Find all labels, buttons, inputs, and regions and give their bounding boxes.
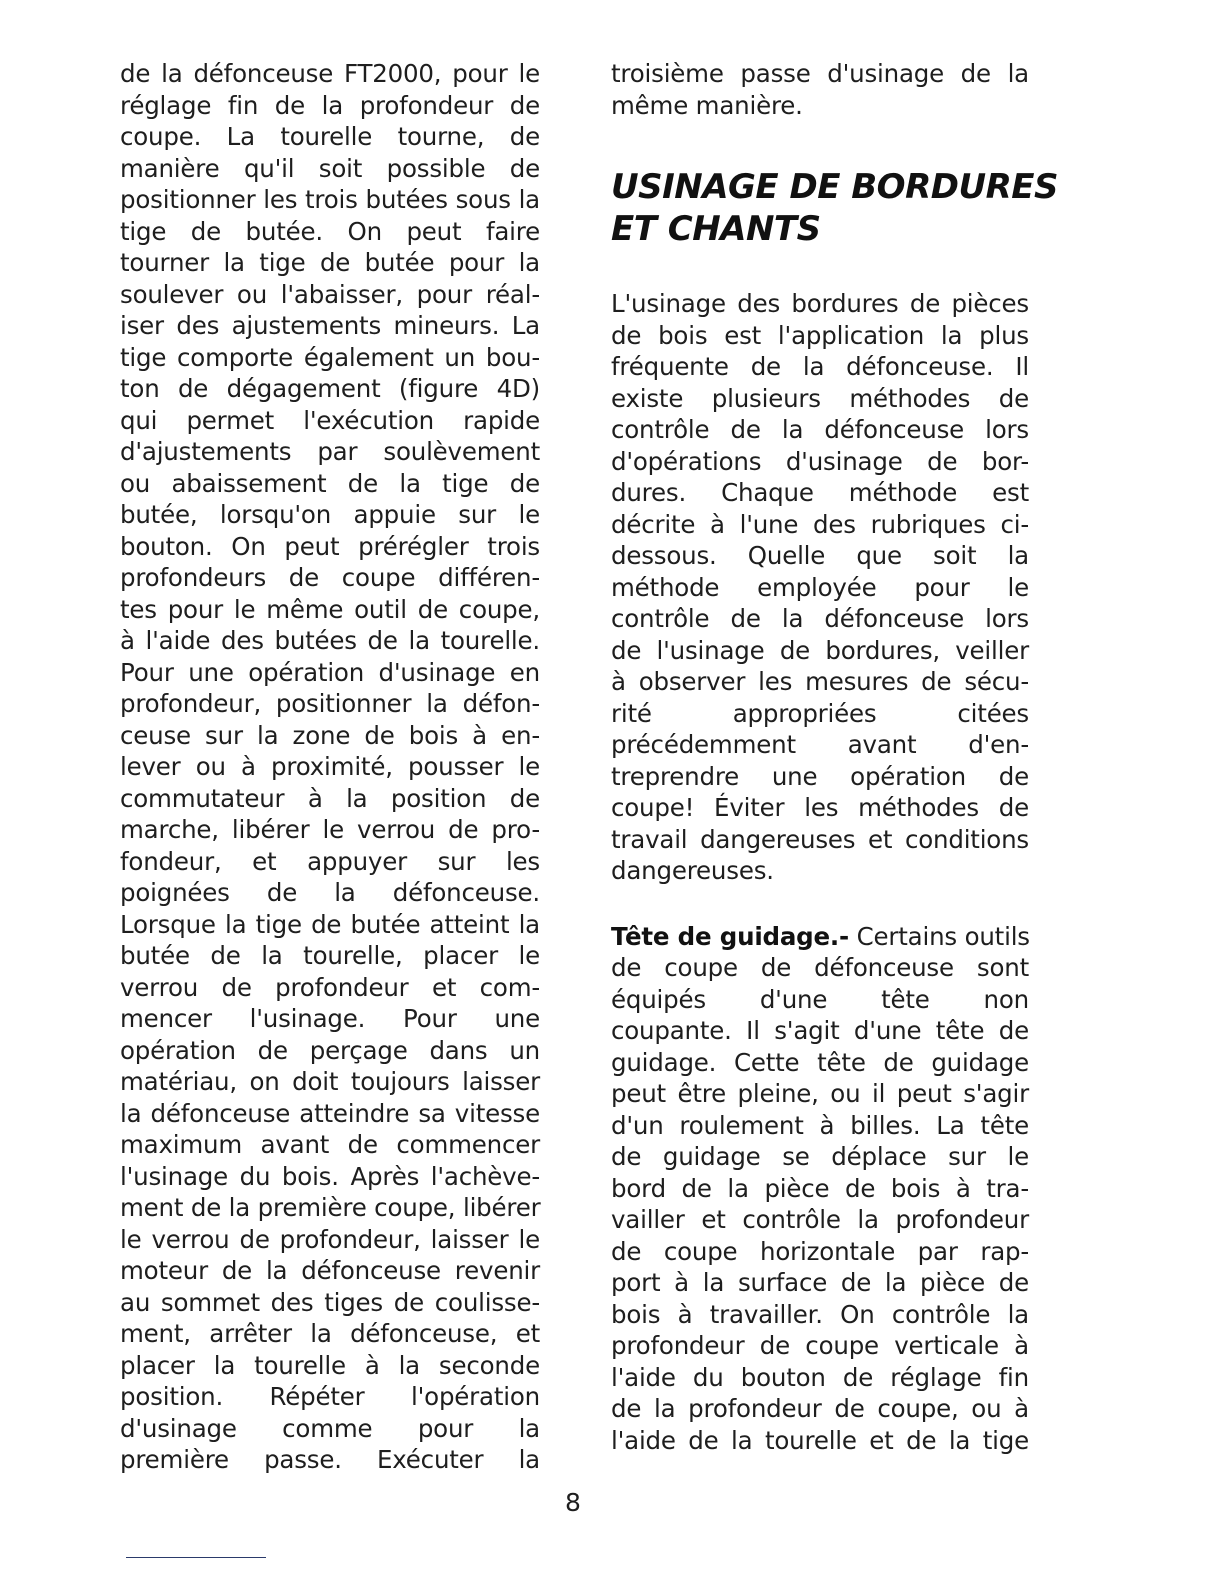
edge-routing-paragraph [611,288,1029,887]
text-line: positionner les trois butées sous la [120,185,540,214]
text-line: mencer l'usinage. Pour une [120,1004,540,1033]
text-line: vailler et contrôle la profondeur [611,1205,1029,1234]
text-line: coupe. La tourelle tourne, de [120,122,540,151]
text-line: dessous. Quelle que soit la [611,541,1029,570]
text-line: à observer les mesures de sécu- [611,667,1029,696]
text-line: maximum avant de commencer [120,1130,540,1159]
text-line: fréquente de la défonceuse. Il [611,352,1029,381]
text-line: existe plusieurs méthodes de [611,383,1029,413]
text-line: soulever ou l'abaisser, pour réal- [120,279,540,309]
guide-head-paragraph [611,921,1029,1457]
right-text-column [611,58,1058,1456]
text-line: matériau, on doit toujours laisser [120,1067,540,1096]
text-line: le verrou de profondeur, laisser le [120,1224,540,1254]
text-line: d'un roulement à billes. La tête [611,1110,1029,1140]
text-line: d'ajustements par soulèvement [120,437,540,466]
text-line: au sommet des tiges de coulisse- [120,1287,540,1317]
text-line: première passe. Exécuter la [120,1445,540,1474]
paragraph-gap [611,887,1029,921]
text-line: de bois est l'application la plus [611,320,1029,350]
text-line: précédemment avant d'en- [611,730,1029,759]
text-line: coupante. Il s'agit d'une tête de [611,1016,1029,1045]
text-line: coupe! Éviter les méthodes de [611,793,1029,822]
text-line: manière qu'il soit possible de [120,153,540,183]
text-line: ceuse sur la zone de bois à en- [120,720,540,750]
text-line: décrite à l'une des rubriques ci- [611,509,1029,539]
text-line: poignées de la défonceuse. [120,878,540,907]
text-line: butée de la tourelle, placer le [120,941,540,970]
section-heading-line-1: USINAGE DE BORDURES [611,167,1058,207]
text-line: contrôle de la défonceuse lors [611,415,1029,444]
text-line: dures. Chaque méthode est [611,478,1029,507]
text-line: iser des ajustements mineurs. La [120,311,540,340]
text-line: l'aide du bouton de réglage fin [611,1362,1029,1392]
guide-head-lead-term: Tête de guidage.- [611,921,850,951]
page-number: 8 [565,1488,581,1517]
text-line: Pour une opération d'usinage en [120,657,540,687]
text-line: équipés d'une tête non [611,984,1029,1014]
text-line: travail dangereuses et conditions [611,824,1029,854]
guide-head-first-line-rest: Certains outils [849,921,1030,951]
text-line: dangereuses. [611,856,774,885]
text-line: tige comporte également un bou- [120,342,540,372]
text-line: réglage fin de la profondeur de [120,90,540,120]
text-line: profondeur de coupe verticale à [611,1331,1029,1360]
text-line: d'usinage comme pour la [120,1413,540,1443]
text-line: l'aide de la tourelle et de la tige [611,1425,1029,1455]
text-line [611,921,1029,953]
continuation-paragraph [611,58,1029,121]
text-line: qui permet l'exécution rapide [120,405,540,435]
text-line: commutateur à la position de [120,783,540,813]
text-line: contrôle de la défonceuse lors [611,604,1029,633]
text-line: l'usinage du bois. Après l'achève- [120,1161,540,1191]
section-heading-line-2: ET CHANTS [611,209,821,249]
text-line: L'usinage des bordures de pièces [611,289,1029,318]
text-line: de guidage se déplace sur le [611,1142,1029,1171]
text-line: placer la tourelle à la seconde [120,1350,540,1380]
text-line: la défonceuse atteindre sa vitesse [120,1098,540,1128]
text-line: à l'aide des butées de la tourelle. [120,626,540,655]
text-line: ment, arrêter la défonceuse, et [120,1319,540,1348]
text-line: d'opérations d'usinage de bor- [611,446,1029,476]
text-line: tige de butée. On peut faire [120,216,540,246]
text-line: ment de la première coupe, libérer [120,1193,541,1222]
text-line: profondeurs de coupe différen- [120,563,540,592]
left-text-column [120,58,540,1476]
text-line: bord de la pièce de bois à tra- [611,1173,1029,1203]
text-line: lever ou à proximité, pousser le [120,752,540,781]
text-line: butée, lorsqu'on appuie sur le [120,500,540,529]
text-line: bois à travailler. On contrôle la [611,1299,1029,1329]
text-line: Lorsque la tige de butée atteint la [120,909,540,939]
text-line: bouton. On peut prérégler trois [120,531,540,561]
text-line: troisième passe d'usinage de la [611,59,1029,88]
text-line: tes pour le même outil de coupe, [120,594,540,624]
text-line: de la profondeur de coupe, ou à [611,1394,1029,1423]
footnote-rule [126,1557,266,1558]
text-line: moteur de la défonceuse revenir [120,1256,540,1285]
text-line: port à la surface de la pièce de [611,1268,1029,1297]
text-line: profondeur, positionner la défon- [120,689,540,718]
text-line: position. Répéter l'opération [120,1382,540,1411]
text-line: de coupe de défonceuse sont [611,953,1029,982]
text-line: fondeur, et appuyer sur les [120,846,540,876]
text-line: ton de dégagement (figure 4D) [120,374,540,403]
text-line: verrou de profondeur et com- [120,972,540,1002]
text-line: de l'usinage de bordures, veiller [611,635,1029,665]
text-line: peut être pleine, ou il peut s'agir [611,1079,1029,1108]
text-line: même manière. [611,90,803,120]
section-heading [611,166,1058,250]
text-line: treprendre une opération de [611,761,1029,791]
text-line: de la défonceuse FT2000, pour le [120,59,540,88]
text-line: marche, libérer le verrou de pro- [120,815,540,844]
text-line: rité appropriées citées [611,698,1029,728]
text-line: guidage. Cette tête de guidage [611,1047,1029,1077]
text-line: de coupe horizontale par rap- [611,1236,1029,1266]
text-line: tourner la tige de butée pour la [120,248,540,277]
text-line: méthode employée pour le [611,572,1029,602]
text-line: opération de perçage dans un [120,1035,540,1065]
text-line: ou abaissement de la tige de [120,468,540,498]
